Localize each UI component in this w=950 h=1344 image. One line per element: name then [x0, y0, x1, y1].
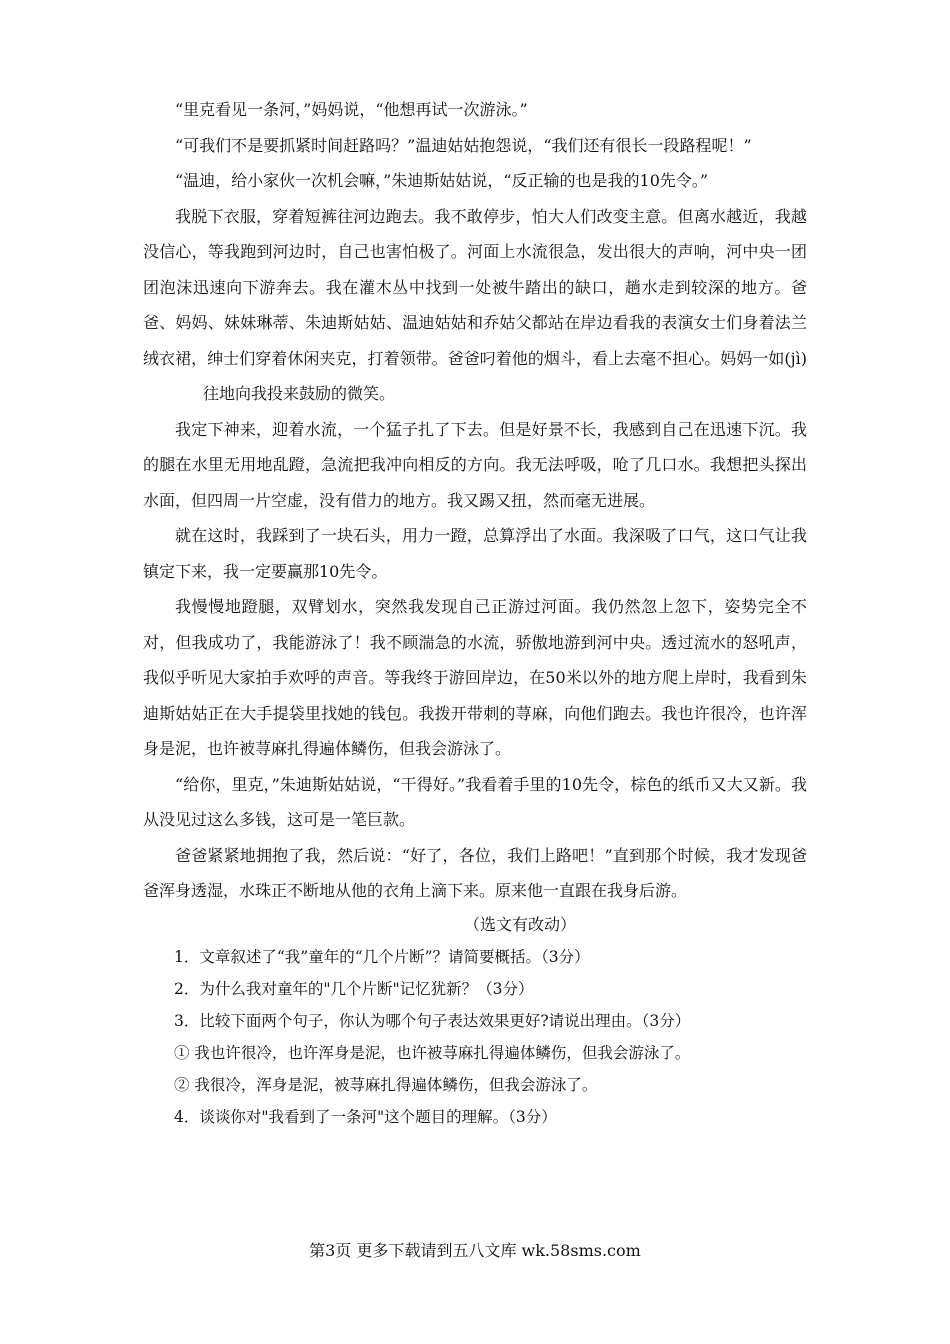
question-3: 3．比较下面两个句子，你认为哪个句子表达效果更好?请说出理由。（3分）	[174, 1011, 691, 1030]
question-3-sentence-2: ② 我很冷，浑身是泥，被荨麻扎得遍体鳞伤，但我会游泳了。	[174, 1075, 598, 1094]
paragraph-4-main: 我脱下衣服，穿着短裤往河边跑去。我不敢停步，怕大人们改变主意。但离水越近，我越没信心，等我跑到河边时，自己也害怕极了。河面上水流很急，发出很大的声响，河中央一团团泡沫迅速向下游奔去。我在灌木丛中找到一处被牛踏出的缺口，趟水走到较深的地方。爸爸、妈妈、妹妹琳蒂、朱迪斯姑姑、温迪姑姑和乔姑父都站在岸边看我的表演女士们身着法兰绒衣裙，绅士们穿着休闲夹克，打着领带。爸爸叼着他的烟斗，看上去毫不担心。妈妈一如(jì)	[143, 206, 807, 368]
paragraph-6: 就在这时，我踩到了一块石头，用力一蹬，总算浮出了水面。我深吸了口气，这口气让我镇定下来，我一定要赢那10先令。	[143, 526, 807, 581]
article-body	[143, 92, 807, 1133]
source-note: （选文有改动）	[463, 914, 576, 934]
paragraph-8: “给你，里克，”朱迪斯姑姑说，“干得好。”我看着手里的10先令，棕色的纸币又大又新。我从没见过这么多钱，这可是一笔巨款。	[143, 774, 807, 829]
paragraph-4	[143, 199, 807, 412]
paragraph-9: 爸爸紧紧地拥抱了我，然后说：“好了，各位，我们上路吧！”直到那个时候，我才发现爸爸浑身透湿，水珠正不断地从他的衣角上滴下来。原来他一直跟在我身后游。	[143, 845, 807, 900]
question-3-sentence-1: ① 我也许很冷，也许浑身是泥，也许被荨麻扎得遍体鳞伤，但我会游泳了。	[174, 1043, 691, 1062]
question-1: 1．文章叙述了“我”童年的“几个片断”？请简要概括。（3分）	[174, 947, 590, 966]
page-footer: 第3页 更多下载请到五八文库 wk.58sms.com	[309, 1241, 641, 1260]
question-4: 4．谈谈你对"我看到了一条河"这个题目的理解。（3分）	[174, 1107, 557, 1126]
paragraph-4-tail: 往地向我投来鼓励的微笑。	[203, 384, 396, 403]
paragraph-2: “可我们不是要抓紧时间赶路吗？”温迪姑姑抱怨说，“我们还有很长一段路程呢！”	[175, 135, 752, 155]
paragraph-1: “里克看见一条河，”妈妈说，“他想再试一次游泳。”	[175, 100, 528, 119]
paragraph-3: “温迪，给小家伙一次机会嘛，”朱迪斯姑姑说，“反正输的也是我的10先令。”	[175, 171, 709, 190]
question-2: 2．为什么我对童年的"几个片断"记忆犹新？（3分）	[174, 979, 534, 998]
paragraph-7: 我慢慢地蹬腿，双臂划水，突然我发现自己正游过河面。我仍然忽上忽下，姿势完全不对，但我成功了，我能游泳了！我不顾湍急的水流，骄傲地游到河中央。透过流水的怒吼声，我似乎听见大家拍手欢呼的声音。等我终于游回岸边，在50米以外的地方爬上岸时，我看到朱迪斯姑姑正在大手提袋里找她的钱包。我拨开带刺的荨麻，向他们跑去。我也许很冷，也许浑身是泥，也许被荨麻扎得遍体鳞伤，但我会游泳了。	[143, 597, 807, 758]
paragraph-5: 我定下神来，迎着水流，一个猛子扎了下去。但是好景不长，我感到自己在迅速下沉。我的腿在水里无用地乱蹬，急流把我冲向相反的方向。我无法呼吸，呛了几口水。我想把头探出水面，但四周一片空虚，没有借力的地方。我又踢又扭，然而毫无进展。	[143, 419, 807, 510]
